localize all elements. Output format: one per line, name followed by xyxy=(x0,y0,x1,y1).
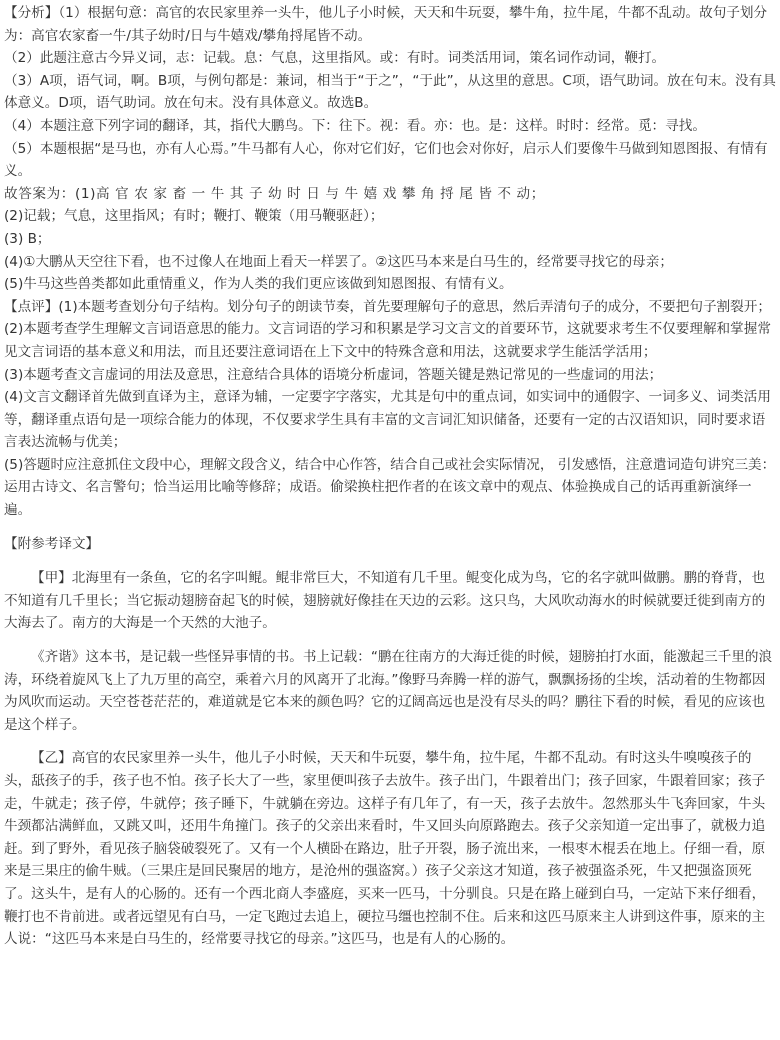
analysis-point-3: （3）A项，语气词，啊。B项，与例句都是：兼词，相当于“于之”，“于此”，从这里的意思。C项，语气助词。放在句末。没有具体意义。D项，语气助词。放在句末。没有具体意义。故选B。 xyxy=(4,72,776,112)
comment-1: 【点评】(1)本题考查划分句子结构。划分句子的朗读节奏，首先要理解句子的意思，然后弄清句子的成分，不要把句子割裂开； xyxy=(4,298,771,315)
comment-3: (3)本题考查文言虚词的用法及意思，注意结合具体的语境分析虚词，答题关键是熟记常见的一些虚词的用法； xyxy=(4,366,663,383)
translation-yi-paragraph: 【乙】高官的农民家里养一头牛，他儿子小时候，天天和牛玩耍，攀牛角，拉牛尾，牛都不乱动。有时这头牛嗅嗅孩子的头，舐孩子的手，孩子也不怕。孩子长大了一些，家里便叫孩子去放牛。孩子出门，牛跟着出门；孩子回家，牛跟着回家；孩子走，牛就走；孩子停，牛就停；孩子睡下，牛就躺在旁边。这样子有几年了，有一天，孩子去放牛。忽然那头牛飞奔回家，牛头牛颈都沾满鲜血，又跳又叫，还用牛角撞门。孩子的父亲出来看时，牛又回头向原路跑去。孩子父亲知道一定出事了，就极力追赶。到了野外，看见孩子脑袋破裂死了。又有一个人横卧在路边，肚子开裂，肠子流出来，一根枣木棍丢在地上。仔细一看，原来是三果庄的偷牛贼。（三果庄是回民聚居的地方，是沧州的强盗窝。）孩子父亲这才知道，孩子被强盗杀死，牛又把强盗顶死了。这头牛，是有人的心肠的。还有一个西北商人李盛庭，买来一匹马，十分驯良。只是在路上碰到白马，一定站下来仔细看，鞭打也不肯前进。或者远望见有白马，一定飞跑过去追上，硬拉马缰也控制不住。后来和这匹马原来主人讲到这件事，原来的主人说：“这匹马本来是白马生的，经常要寻找它的母亲。”这匹马，也是有人的心肠的。 xyxy=(4,750,766,948)
comment-4: (4)文言文翻译首先做到直译为主，意译为辅，一定要字字落实，尤其是句中的重点词，如实词中的通假字、一词多义、词类活用等，翻译重点语句是一项综合能力的体现，不仅要求学生具有丰富的文言词汇知识储备，还要有一定的古汉语知识，同时要求语言表达流畅与优美； xyxy=(4,389,771,451)
analysis-point-2: （2）此题注意古今异义词，志：记载。息：气息，这里指风。或：有时。词类活用词，策名词作动词，鞭打。 xyxy=(4,50,666,67)
answer-4: (4)①大鹏从天空往下看，也不过像人在地面上看天一样罢了。②这匹马本来是白马生的，经常要寻找它的母亲； xyxy=(4,253,673,270)
paragraph-spacer xyxy=(4,635,776,646)
analysis-point-5: （5）本题根据“是马也，亦有人心焉。”牛马都有人心，你对它们好，它们也会对你好，启示人们要像牛马做到知恩图报、有情有义。 xyxy=(4,140,768,180)
comment-2: (2)本题考查学生理解文言词语意思的能力。文言词语的学习和积累是学习文言文的首要环节，这就要求考生不仅要理解和掌握常见文言词语的基本意义和用法，而且还要注意词语在上下文中的特殊含意和用法，这就要求学生能活学活用； xyxy=(4,321,771,360)
analysis-point-4: （4）本题注意下列字词的翻译，其，指代大鹏鸟。下：往下。视：看。亦：也。是：这样。时时：经常。觅：寻找。 xyxy=(4,117,706,134)
paragraph-spacer xyxy=(4,736,776,747)
heading-spacer xyxy=(4,555,776,567)
answer-intro: 故答案为：(1)高 官 农 家 畜 一 牛 其 子 幼 时 日 与 牛 嬉 戏 攀 角 捋 尾 皆 不 动； xyxy=(4,185,545,202)
analysis-point-1: 【分析】（1）根据句意：高官的农民家里养一头牛，他儿子小时候，天天和牛玩耍，攀牛角，拉牛尾，牛都不乱动。故句子划分为：高官农家畜一牛/其子幼时/日与牛嬉戏/攀角捋尾皆不动。 xyxy=(4,5,768,44)
translation-jia-paragraph-2: 《齐谐》这本书，是记载一些怪异事情的书。书上记载：“鹏在往南方的大海迁徙的时候，翅膀拍打水面，能激起三千里的浪涛，环绕着旋风飞上了九万里的高空，乘着六月的风离开了北海。”像野马奔腾一样的游气，飘飘扬扬的尘埃，活动着的生物都因为风吹而运动。天空苍苍茫茫的，难道就是它本来的颜色吗？它的辽阔高远也是没有尽头的吗？鹏往下看的时候，看见的应该也是这个样子。 xyxy=(4,649,773,733)
comment-5: (5)答题时应注意抓住文段中心，理解文段含义，结合中心作答，结合自己或社会实际情况， 引发感悟，注意遣词造句讲究三美：运用古诗文、名言警句；恰当运用比喻等修辞；成语。偷梁换柱把作者的在该文章中的观点、体验换成自己的话再重新演绎一遍。 xyxy=(4,456,776,519)
answer-3: (3) B； xyxy=(4,230,51,247)
answer-5: (5)牛马这些兽类都如此重情重义，作为人类的我们更应该做到知恩图报、有情有义。 xyxy=(4,276,513,293)
section-spacer xyxy=(4,522,776,533)
translation-jia-paragraph-1: 【甲】北海里有一条鱼，它的名字叫鲲。鲲非常巨大，不知道有几千里。鲲变化成为鸟，它的名字就叫做鹏。鹏的脊背，也不知道有几千里长；当它振动翅膀奋起飞的时候，翅膀就好像挂在天边的云彩。这只鸟，大风吹动海水的时候就要迁徙到南方的大海去了。南方的大海是一个天然的大池子。 xyxy=(4,570,766,632)
translation-heading: 【附参考译文】 xyxy=(4,535,100,552)
answer-2: (2)记载；气息，这里指风；有时；鞭打、鞭策（用马鞭驱赶）； xyxy=(4,208,384,225)
